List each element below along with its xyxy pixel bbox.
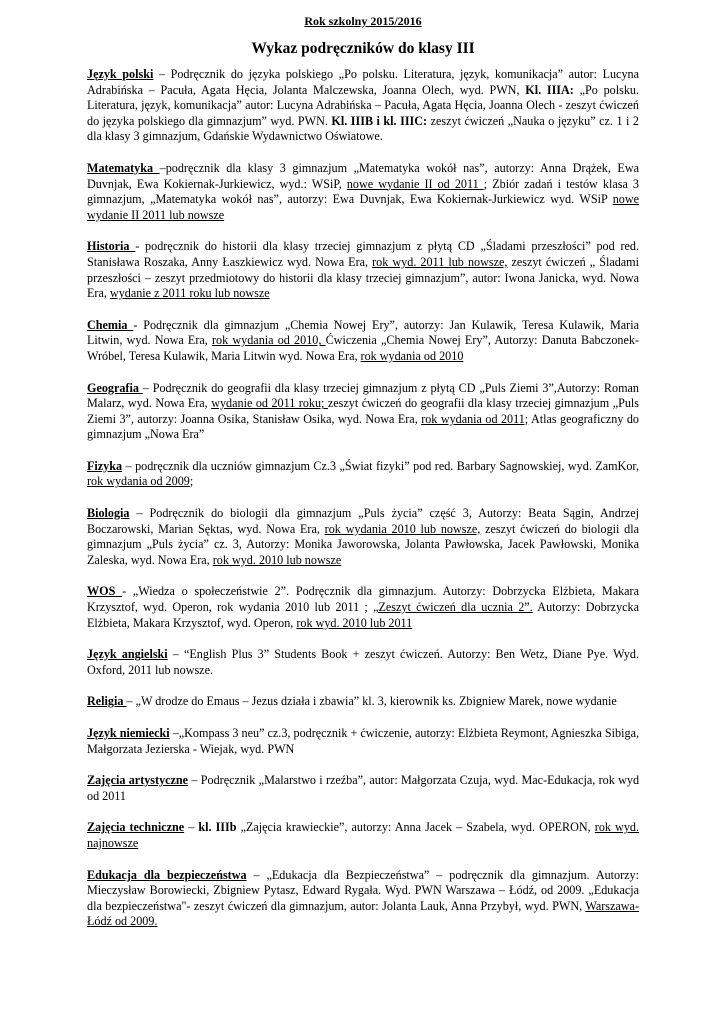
edition-note: Warszawa-Łódź od 2009.	[87, 898, 639, 929]
edition-note: rok wydania od 2010	[360, 348, 464, 363]
entry-zajecia-techniczne	[87, 820, 639, 851]
page-title: Wykaz podręczników do klasy III	[251, 40, 475, 57]
document-page	[87, 14, 639, 946]
edition-note: rok wyd. najnowsze	[87, 820, 639, 850]
edition-note: rok wydania od 2011;	[421, 411, 529, 426]
class-label: Kl. IIIB i kl. IIIC:	[331, 113, 428, 128]
subject-label: Zajęcia artystyczne	[87, 773, 189, 788]
subject-label: Geografia	[87, 380, 143, 395]
entry-religia	[87, 694, 639, 710]
entry-text: Ćwiczenia „Chemia Nowej Ery”, Autorzy: Danuta Babczonek-Wróbel, Teresa Kulawik, Maria Litwin wyd. Nowa Era,	[87, 333, 639, 363]
class-label: Kl. IIIA:	[525, 82, 574, 97]
entry-text: –podręcznik dla klasy 3 gimnazjum „Matematyka wokół nas”, autorzy: Anna Drążek, Ewa Duvnjak, Ewa Kokiernak-Jurkiewicz, wyd.: WSiP,	[87, 160, 639, 191]
entry-text: - Podręcznik dla gimnazjum „Chemia Nowej Ery”, autorzy: Jan Kulawik, Teresa Kulawik, Maria Litwin, wyd. Nowa Era,	[87, 317, 639, 348]
entry-jezyk-polski	[87, 67, 639, 145]
subject-label: Język niemiecki	[87, 726, 170, 740]
subject-label: Język angielski	[87, 647, 168, 662]
entry-text: – Podręcznik „Malarstwo i rzeźba”, autor: Małgorzata Czuja, wyd. Mac-Edukacja, rok wyd od 2011	[87, 773, 640, 803]
subject-label: Edukacja dla bezpieczeństwa	[87, 867, 247, 882]
subject-label: Religia	[87, 694, 127, 709]
entry-text: – podręcznik dla uczniów gimnazjum Cz.3 „Świat fizyki” pod red. Barbary Sagnowskiej, wyd. ZamKor,	[122, 458, 639, 473]
entry-text: zeszyt ćwiczeń do geografii dla klasy trzeciej gimnazjum „Puls Ziemi 3”, autorzy: Joanna Osika, Stanisław Osika, wyd. Nowa Era,	[87, 396, 640, 426]
entry-text: – Podręcznik do geografii dla klasy trzeciej gimnazjum z płytą CD „Puls Ziemi 3”,Autorzy: Roman Malarz, wyd. Nowa Era,	[87, 380, 639, 411]
entry-text: Atlas geograficzny do gimnazjum „Nowa Era”	[87, 411, 639, 442]
entry-text: ;	[189, 474, 194, 489]
entry-text: –„Kompass 3 neu” cz.3, podręcznik + ćwiczenie, autorzy: Elżbieta Reymont, Agnieszka Sibiga, Małgorzata Jezierska - Wiejak, wyd. PWN	[87, 726, 639, 756]
entry-fizyka	[87, 459, 639, 490]
edition-note: rok wydania 2010 lub nowsze,	[324, 521, 481, 536]
entry-geografia	[87, 381, 639, 443]
edition-note: nowe wydanie II 2011 lub nowsze	[87, 192, 639, 222]
subject-label: Historia	[87, 239, 136, 254]
edition-note: rok wyd. 2010 lub nowsze	[212, 552, 342, 567]
subject-label: Chemia	[87, 317, 134, 332]
edition-note: „Zeszyt ćwiczeń dla ucznia 2”.	[373, 600, 533, 615]
entry-text: zeszyt ćwiczeń do biologii dla gimnazjum „Puls życia” cz. 3, Autorzy: Monika Jaworowska, Jolanta Pawłowska, Jacek Pawłowski, Monika Zaleska, wyd. Nowa Era,	[87, 521, 639, 567]
entry-historia	[87, 239, 639, 301]
edition-note: rok wyd. 2011 lub nowsze,	[372, 254, 508, 269]
entry-matematyka	[87, 161, 639, 223]
class-label: kl. IIIb	[198, 820, 237, 835]
entry-text: – Podręcznik do biologii dla gimnazjum „Puls życia” część 3, Autorzy: Beata Sągin, Andrzej Boczarowski, Marian Sęktas, wyd. Nowa Era,	[87, 506, 639, 536]
entry-text: –	[184, 820, 199, 835]
entry-text: zeszyt ćwiczeń „Nauka o języku” cz. 1 i 2 dla klasy 3 gimnazjum, Gdańskie Wydawnictwo Oświatowe.	[87, 113, 639, 144]
entry-text: – „W drodze do Emaus – Jezus działa i zbawia” kl. 3, kierownik ks. Zbigniew Marek, nowe wydanie	[126, 694, 617, 709]
school-year-heading: Rok szkolny 2015/2016	[304, 14, 422, 28]
edition-note: rok wydania od 2009	[87, 474, 190, 489]
edition-note: wydanie od 2011 roku;	[211, 396, 328, 411]
entry-wos	[87, 584, 639, 631]
subject-label: Fizyka	[87, 458, 123, 473]
edition-note: nowe wydanie II od 2011	[346, 176, 484, 191]
subject-label: Język polski	[87, 67, 154, 81]
entry-text: – „Edukacja dla Bezpieczeństwa” – podręcznik dla gimnazjum. Autorzy: Mieczysław Borowiecki, Zbigniew Pytasz, Edward Rygała. Wyd. PWN Warszawa – Łódź, od 2009. „Edukacja dla bezpieczeństwa"- zeszyt ćwiczeń dla gimnazjum, autor: Jolanta Lauk, Anna Przybył, wyd. PWN,	[87, 867, 639, 913]
entry-jezyk-angielski	[87, 647, 639, 678]
entry-text: – Podręcznik do języka polskiego „Po polsku. Literatura, język, komunikacja” autor: Lucyna Adrabińska – Pacuła, Agata Hęcia, Jolanta Malczewska, Joanna Olech, wyd. PWN,	[87, 67, 639, 97]
entry-text: ; Zbiór zadań i testów klasa 3 gimnazjum, „Matematyka wokół nas”, autorzy: Ewa Duvnjak, Ewa Kokiernak-Jurkiewicz wyd. WSiP	[87, 176, 639, 207]
entry-text: - „Wiedza o społeczeństwie 2”. Podręcznik dla gimnazjum. Autorzy: Dobrzycka Elżbieta, Makara Krzysztof, wyd. Operon, rok wydania 2010 lub 2011 ;	[87, 584, 639, 615]
entry-text: Autorzy: Dobrzycka Elżbieta, Makara Krzysztof, wyd. Operon,	[87, 600, 639, 630]
entry-chemia	[87, 318, 639, 365]
subject-label: Zajęcia techniczne	[87, 820, 185, 835]
subject-label: Biologia	[87, 506, 130, 521]
edition-note: rok wydania od 2010,	[212, 333, 326, 348]
entry-text: – “English Plus 3” Students Book + zeszyt ćwiczeń. Autorzy: Ben Wetz, Diane Pye. Wyd. Oxford, 2011 lub nowsze.	[87, 647, 639, 677]
entry-biologia	[87, 506, 639, 568]
entry-zajecia-artystyczne	[87, 773, 639, 804]
entry-text: „Zajęcia krawieckie”, autorzy: Anna Jacek – Szabela, wyd. OPERON,	[236, 820, 595, 835]
edition-note: wydanie z 2011 roku lub nowsze	[109, 286, 270, 301]
entry-text: „Po polsku. Literatura, język, komunikacja” autor: Lucyna Adrabińska – Pacuła, Agata Hęcia, Joanna Olech - zeszyt ćwiczeń do języka polskiego dla gimnazjum” wyd. PWN.	[87, 82, 640, 128]
edition-note: rok wyd. 2010 lub 2011	[296, 615, 413, 630]
entry-jezyk-niemiecki	[87, 726, 639, 757]
subject-label: WOS	[87, 584, 123, 599]
entry-text: - podręcznik do historii dla klasy trzeciej gimnazjum z płytą CD „Śladami przeszłości” pod red. Stanisława Roszaka, Anny Łaszkiewicz wyd. Nowa Era,	[87, 239, 639, 269]
subject-label: Matematyka	[87, 160, 160, 175]
entry-edukacja-dla-bezpieczenstwa	[87, 868, 639, 930]
entry-text: zeszyt ćwiczeń „ Śladami przeszłości – zeszyt przedmiotowy do historii dla klasy trzeciej gimnazjum”, autor: Iwona Janicka, wyd. Nowa Era,	[87, 254, 639, 301]
